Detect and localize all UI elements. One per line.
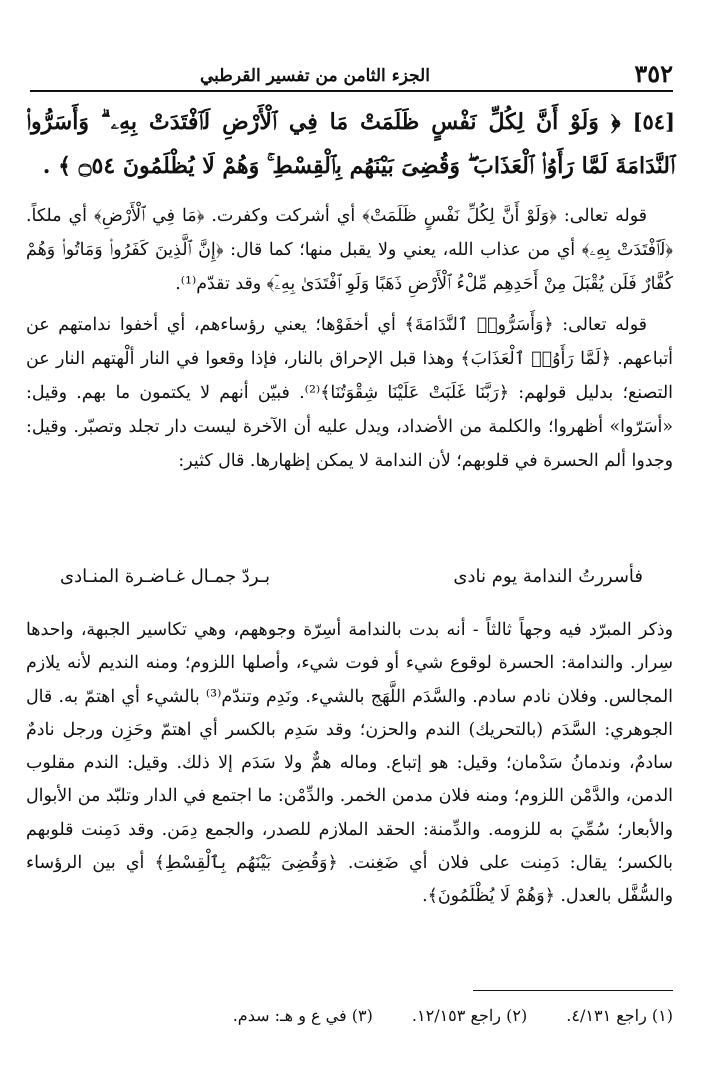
- page-header: [30, 58, 673, 92]
- paragraph-1: قوله تعالى: ﴿وَلَوْ أَنَّ لِكُلِّ نَفْسٍ ظَلَمَتْ﴾ أي أشركت وكفرت. ﴿مَا فِي ٱلْأَرْضِ﴾ أي ملكاً. ﴿لَٱفْتَدَتْ بِهِۦ﴾ أي من عذاب الله، يعني ولا يقبل منها؛ كما قال: ﴿إِنَّ ٱلَّذِينَ كَفَرُوا۟ وَمَاتُوا۟ وَهُمْ كُفَّارٌ فَلَن يُقْبَلَ مِنْ أَحَدِهِم مِّلْءُ ٱلْأَرْضِ ذَهَبًا وَلَوِ ٱفْتَدَىٰ بِهِۦٓ﴾ وقد تقدّم⁽¹⁾.: [26, 206, 673, 294]
- footnote-3: (٣) في ع و هـ: سدم.: [232, 1006, 373, 1025]
- verse-text: ﴿ وَلَوْ أَنَّ لِكُلِّ نَفْسٍ ظَلَمَتْ مَا فِي ٱلْأَرْضِ لَٱفْتَدَتْ بِهِۦ ۗ وَأَسَرُّوا۟ ٱلنَّدَامَةَ لَمَّا رَأَوُا۟ ٱلْعَذَابَ ۖ وَقُضِىَ بَيْنَهُم بِٱلْقِسْطِ ۚ وَهُمْ لَا يُظْلَمُونَ ۝٥٤ ﴾ .: [26, 109, 675, 179]
- page-number: ٣٥٢: [634, 59, 673, 88]
- poem-line: [60, 566, 643, 600]
- footnote-2: (٢) راجع ١٢/١٥٣.: [411, 1006, 528, 1025]
- paragraph-2: قوله تعالى: ﴿وَأَسَرُّوا۟ ٱلنَّدَامَةَ﴾ أي أخفَوْها؛ يعني رؤساءهم، أي أخفوا ندامتهم عن أتباعهم. ﴿لَمَّا رَأَوُا۟ ٱلْعَذَابَ﴾ وهذا قبل الإحراق بالنار، فإذا وقعوا في النار ألْهتهم النار عن التصنع؛ بدليل قولهم: ﴿رَبَّنَا غَلَبَتْ عَلَيْنَا شِقْوَتُنَا﴾⁽²⁾. فبيّن أنهم لا يكتمون ما بهم. وقيل: «أسَرّوا» أظهروا؛ والكلمة من الأضداد، ويدل عليه أن الآخرة ليست دار تجلد وتصبّر. وقيل: وجدوا ألم الحسرة في قلوبهم؛ لأن الندامة لا يمكن إظهارها. قال كثير:: [26, 315, 673, 471]
- footnote-divider: [473, 990, 673, 991]
- footnote-1: (١) راجع ٤/١٣١.: [566, 1006, 673, 1025]
- verse-block: [26, 100, 675, 188]
- verse-ref: [٥٤]: [632, 109, 675, 134]
- running-title: الجزء الثامن من تفسير القرطبي: [200, 66, 430, 86]
- poem-hemistich-1: فأسررتُ الندامة يوم نادى: [453, 566, 643, 587]
- paragraph-3: وذكر المبرّد فيه وجهاً ثالثاً - أنه بدت بالندامة أسِرّة وجوههم، وهي تكاسير الجبهة، واحدها سِرار. والندامة: الحسرة لوقوع شيء أو فوت شيء، وأصلها اللزوم؛ ومنه النديم لأنه يلازم المجالس. وفلان نادم سادم. والسَّدَم اللَّهَج بالشيء. ونَدِم وتندّم⁽³⁾ بالشيء أي اهتمّ به. قال الجوهري: السَّدَم (بالتحريك) الندم والحزن؛ وقد سَدِم بالكسر أي اهتمّ وحَزِن ورجل نادمٌ سادمٌ، وندمانُ سَدْمان؛ وقيل: هو إتباع. وماله همٌّ ولا سَدَم إلا ذلك. وقيل: الندم مقلوب الدمن، والدَّمْن اللزوم؛ ومنه فلان مدمن الخمر. والدِّمْن: ما اجتمع في الدار وتلبّد من الأبوال والأبعار؛ سُمِّيَ به للزومه. والدِّمنة: الحقد الملازم للصدر، والجمع دِمَن. وقد دَمِنت قلوبهم بالكسر؛ يقال: دَمِنت على فلان أي ضَغِنت. ﴿وَقُضِىَ بَيْنَهُم بِٱلْقِسْطِ﴾ أي بين الرؤساء والسُّفَّل بالعدل. ﴿وَهُمْ لَا يُظْلَمُونَ﴾.: [26, 620, 673, 907]
- footnotes: [30, 1006, 673, 1025]
- poem-hemistich-2: بـردّ جمـال غـاضـرة المنـادى: [60, 566, 271, 587]
- commentary-top: [26, 200, 673, 478]
